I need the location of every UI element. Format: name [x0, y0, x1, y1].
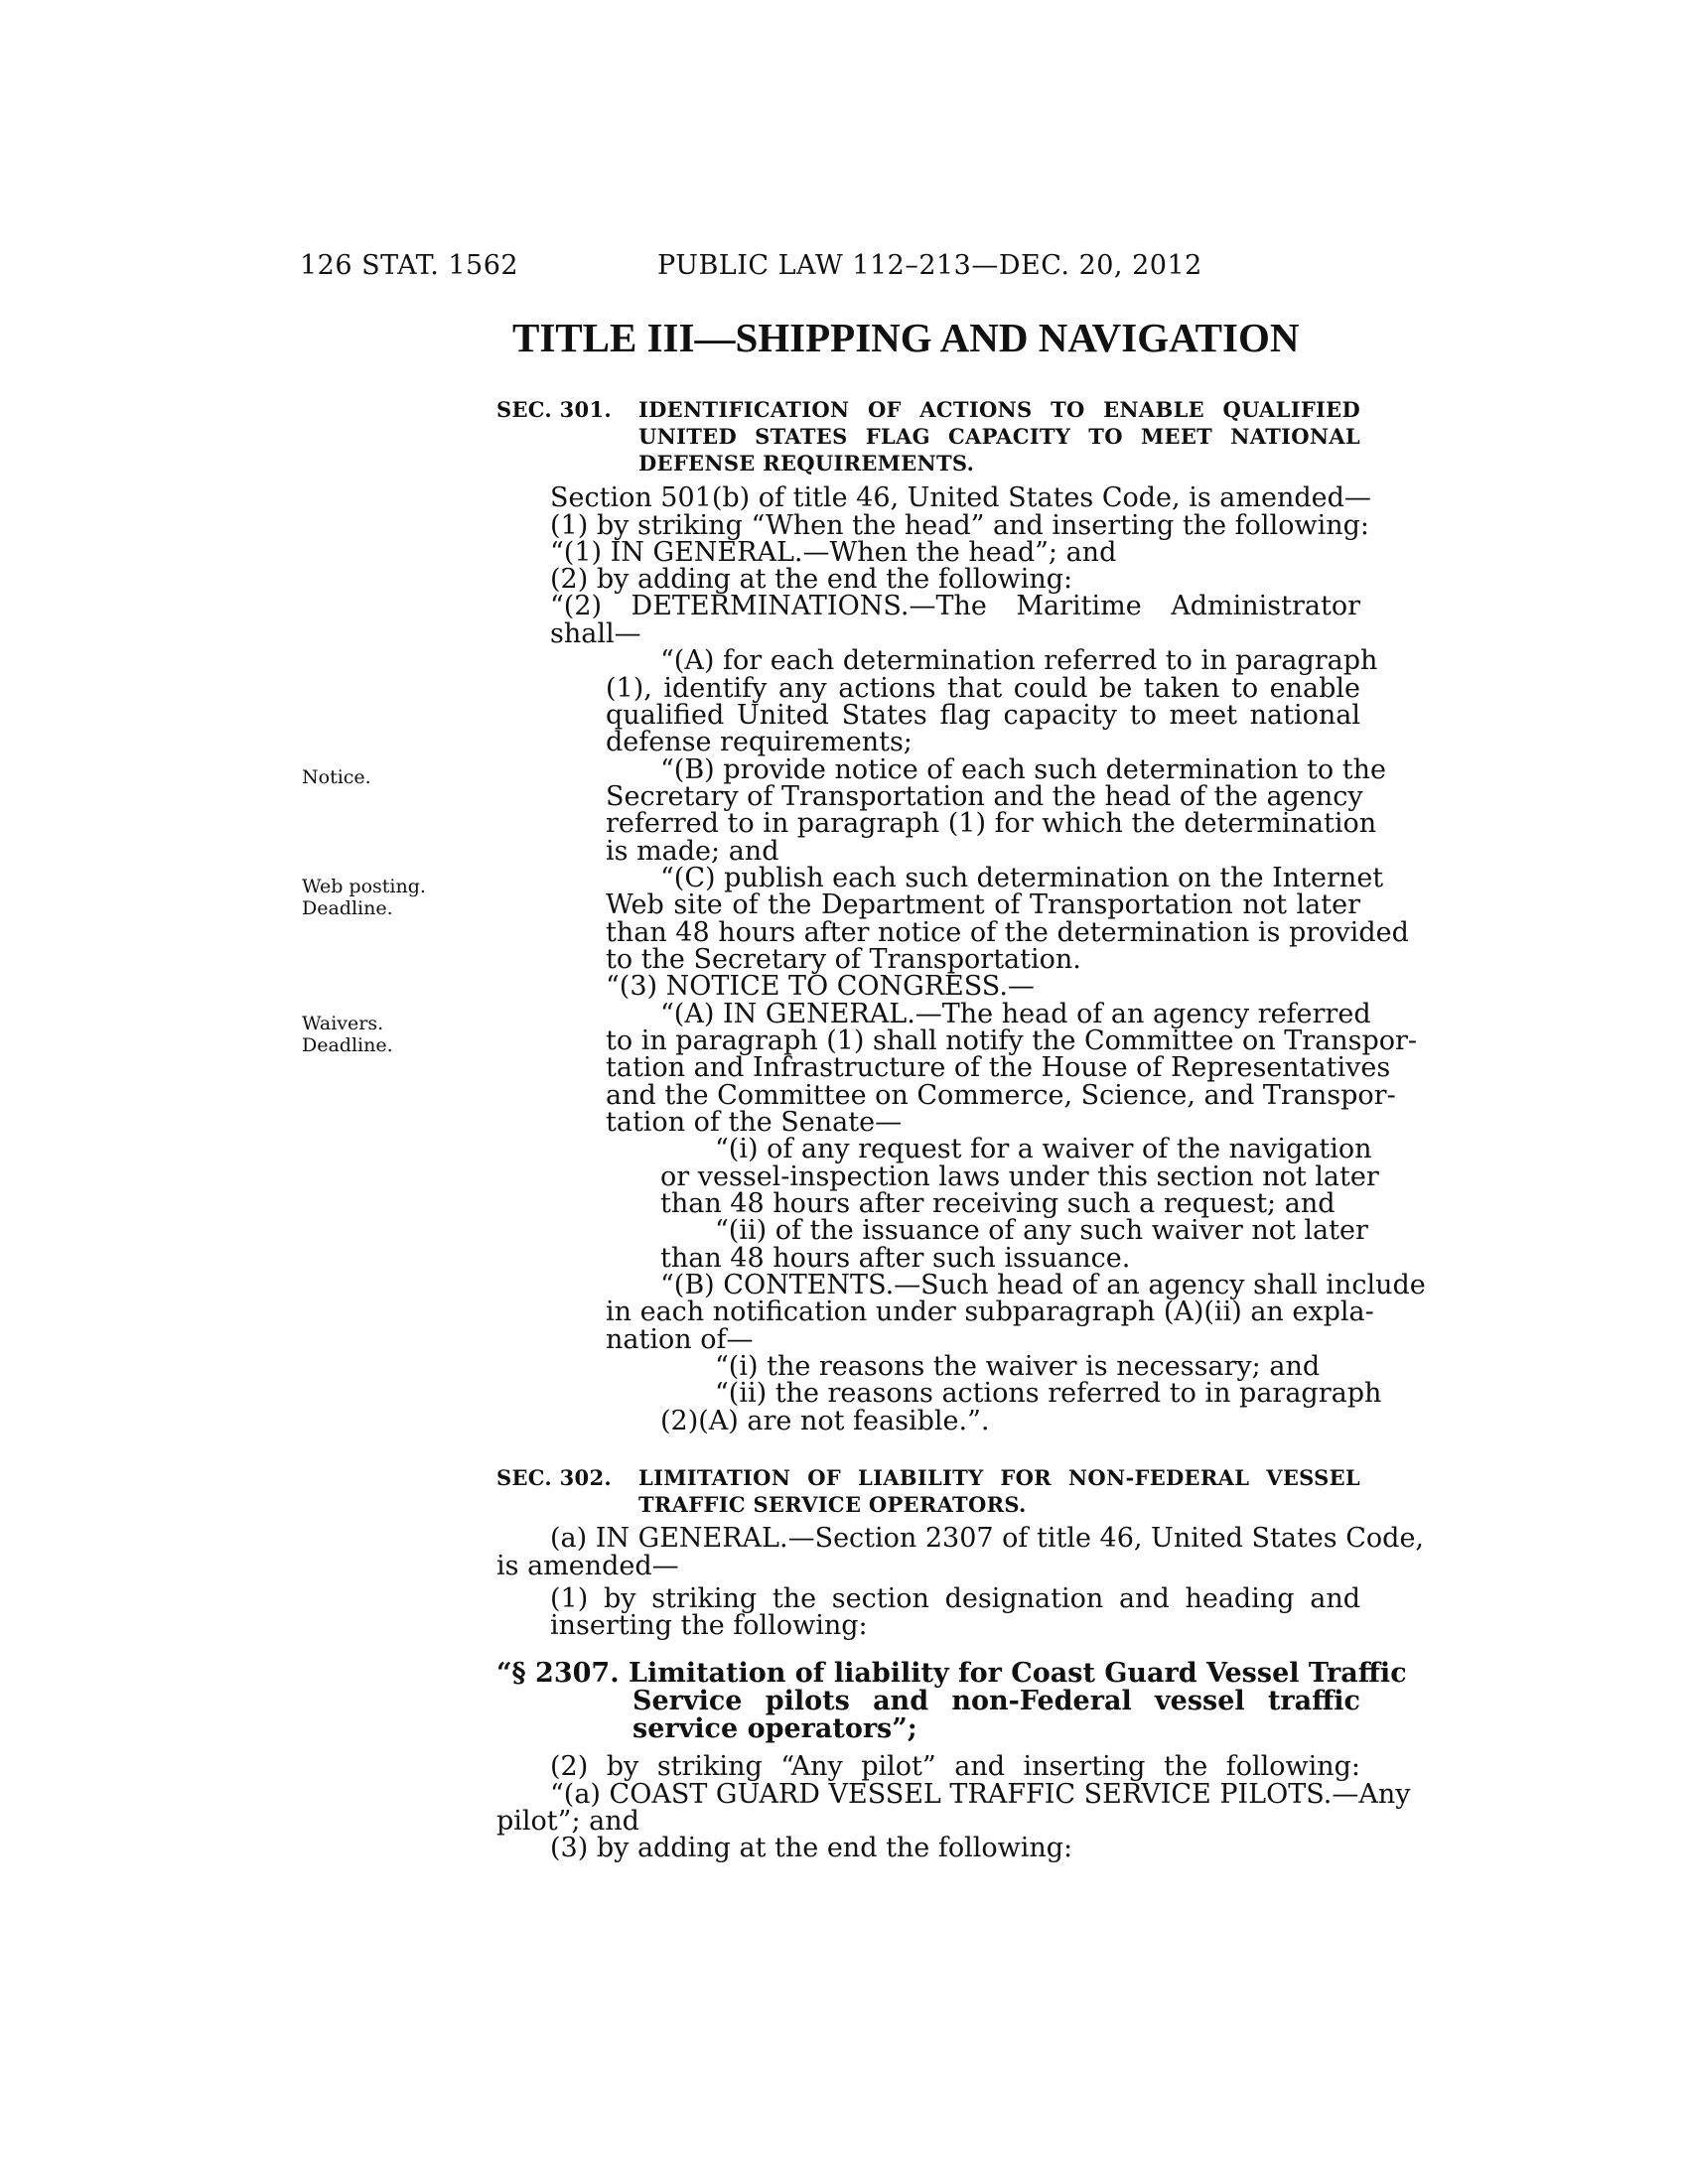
text-line: than 48 hours after notice of the determination is provided: [606, 917, 1409, 948]
text-line: inserting the following:: [550, 1610, 868, 1641]
section-heading-line: IDENTIFICATION OF ACTIONS TO ENABLE QUALIFIED: [638, 397, 1360, 422]
stat-citation: 126 STAT. 1562: [300, 250, 519, 281]
section-2307-heading-line: Service pilots and non-Federal vessel traffic: [633, 1686, 1360, 1716]
text-line: (a) IN GENERAL.—Section 2307 of title 46, United States Code,: [550, 1523, 1425, 1554]
margin-note-line: Deadline.: [302, 897, 393, 919]
text-line: tation of the Senate—: [606, 1107, 903, 1138]
margin-note-line: Notice.: [302, 766, 371, 788]
text-line: “(i) the reasons the waiver is necessary; and: [715, 1351, 1321, 1382]
text-line: “(i) of any request for a waiver of the navigation: [715, 1134, 1372, 1164]
text-line: “(1) IN GENERAL.—When the head”; and: [550, 537, 1117, 568]
text-line: and the Committee on Commerce, Science, and Transpor-: [606, 1080, 1396, 1111]
text-line: (2)(A) are not feasible.”.: [660, 1406, 990, 1436]
text-line: referred to in paragraph (1) for which the determination: [606, 808, 1377, 839]
section-heading-line: UNITED STATES FLAG CAPACITY TO MEET NATIONAL: [638, 424, 1360, 449]
text-line: is made; and: [606, 836, 779, 867]
margin-note-line: Deadline.: [302, 1034, 393, 1056]
text-line: “(A) for each determination referred to in paragraph: [660, 645, 1378, 676]
text-line: (1) by striking “When the head” and inserting the following:: [550, 510, 1369, 541]
text-line: “(A) IN GENERAL.—The head of an agency referred: [660, 999, 1371, 1029]
text-line: in each notification under subparagraph (A)(ii) an expla-: [606, 1297, 1374, 1327]
text-line: defense requirements;: [606, 727, 913, 757]
section-heading-line: DEFENSE REQUIREMENTS.: [638, 451, 975, 476]
section-number: SEC. 302.: [496, 1465, 612, 1490]
text-line: tation and Infrastructure of the House of Representatives: [606, 1052, 1391, 1083]
section-heading-line: LIMITATION OF LIABILITY FOR NON-FEDERAL VESSEL: [638, 1465, 1360, 1490]
public-law-header: PUBLIC LAW 112–213—DEC. 20, 2012: [657, 250, 1202, 281]
margin-note-web-posting: [302, 876, 426, 919]
text-line: pilot”; and: [496, 1806, 639, 1837]
text-line: is amended—: [496, 1551, 679, 1581]
text-line: “(a) COAST GUARD VESSEL TRAFFIC SERVICE PILOTS.—Any: [550, 1779, 1411, 1810]
text-line: (1), identify any actions that could be taken to enable: [606, 673, 1360, 704]
text-line: “(B) CONTENTS.—Such head of an agency shall include: [660, 1270, 1426, 1300]
text-line: to the Secretary of Transportation.: [606, 944, 1081, 975]
margin-note-line: Waivers.: [302, 1013, 384, 1034]
text-line: (1) by striking the section designation and heading and: [550, 1583, 1360, 1614]
section-2307-heading-line: “§ 2307. Limitation of liability for Coast Guard Vessel Traffic: [496, 1658, 1407, 1689]
text-line: Web site of the Department of Transportation not later: [606, 889, 1360, 920]
text-line: “(2) DETERMINATIONS.—The Maritime Administrator: [550, 591, 1360, 621]
text-line: (2) by adding at the end the following:: [550, 564, 1073, 595]
text-line: qualified United States flag capacity to meet national: [606, 700, 1360, 731]
text-line: shall—: [550, 618, 641, 649]
text-line: “(ii) the reasons actions referred to in paragraph: [715, 1378, 1382, 1409]
section-2307-heading-line: service operators”;: [633, 1713, 917, 1744]
section-heading-line: TRAFFIC SERVICE OPERATORS.: [638, 1492, 1027, 1517]
text-line: than 48 hours after receiving such a request; and: [660, 1188, 1336, 1219]
text-line: (2) by striking “Any pilot” and inserting the following:: [550, 1751, 1360, 1782]
text-line: “(ii) of the issuance of any such waiver not later: [715, 1215, 1368, 1246]
text-line: or vessel-inspection laws under this section not later: [660, 1161, 1379, 1192]
text-line: “(C) publish each such determination on the Internet: [660, 863, 1384, 893]
text-line: (3) by adding at the end the following:: [550, 1833, 1073, 1863]
text-line: “(3) NOTICE TO CONGRESS.—: [606, 971, 1035, 1002]
title-heading: TITLE III—SHIPPING AND NAVIGATION: [512, 315, 1300, 360]
margin-note-notice: [302, 766, 371, 788]
section-number: SEC. 301.: [496, 397, 612, 422]
text-line: to in paragraph (1) shall notify the Committee on Transpor-: [606, 1025, 1418, 1056]
text-line: than 48 hours after such issuance.: [660, 1243, 1131, 1274]
text-line: nation of—: [606, 1324, 754, 1355]
margin-note-waivers: [302, 1013, 393, 1056]
text-line: Secretary of Transportation and the head of the agency: [606, 781, 1363, 812]
text-line: Section 501(b) of title 46, United States Code, is amended—: [550, 482, 1371, 513]
text-line: “(B) provide notice of each such determination to the: [660, 754, 1386, 785]
margin-note-line: Web posting.: [302, 876, 426, 897]
